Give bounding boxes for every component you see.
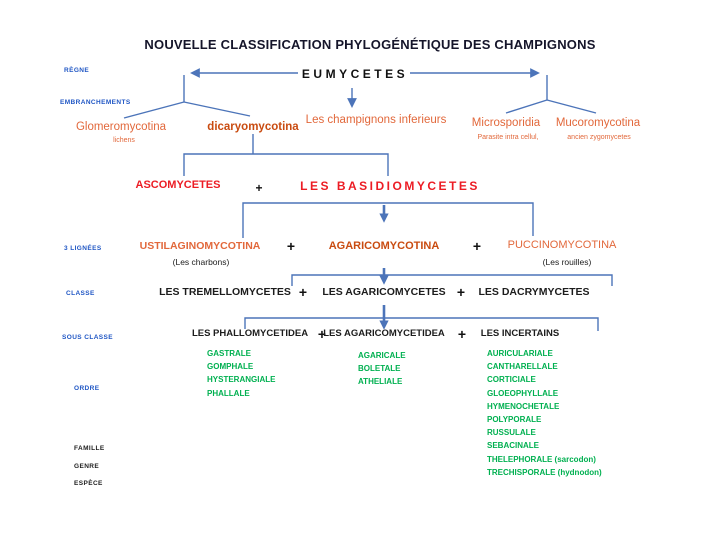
ordre-item: POLYPORALE — [487, 415, 542, 425]
diagram-title: NOUVELLE CLASSIFICATION PHYLOGÉNÉTIQUE DES CHAMPIGNONS — [144, 37, 596, 52]
plus-lignees-2: + — [472, 238, 482, 254]
ordre-item: RUSSULALE — [487, 428, 536, 438]
ordre-item: BOLETALE — [358, 364, 401, 374]
node-microsporidia: Microsporidia — [471, 117, 541, 129]
rank-label-ordre: ORDRE — [74, 385, 100, 392]
ordre-item: GLOEOPHYLLALE — [487, 388, 559, 398]
rank-label-famille: FAMILLE — [74, 445, 105, 452]
plus-divisions: + — [255, 181, 263, 195]
node-dicaryomycotina: dicaryomycotina — [207, 121, 299, 133]
rank-label-embranchements: EMBRANCHEMENTS — [60, 99, 131, 106]
rank-label-3-lignees: 3 LIGNÉES — [64, 245, 102, 252]
ordre-list-agaricomycetidea — [358, 349, 406, 389]
ordre-item: ATHELIALE — [358, 377, 403, 387]
node-mucoromycotina: Mucoromycotina — [555, 117, 641, 129]
rank-label-espece: ESPÈCE — [74, 480, 103, 487]
note-microsporidia: Parasite intra cellul, — [477, 134, 539, 141]
node-incertains: LES INCERTAINS — [480, 328, 560, 339]
ordre-list-incertains — [487, 347, 602, 479]
note-mucoromycotina: ancien zygomycetes — [567, 134, 631, 141]
ordre-item: CANTHARELLALE — [487, 362, 558, 372]
ordre-item: TRECHISPORALE (hydnodon) — [487, 467, 602, 477]
node-phallomycetidea: LES PHALLOMYCETIDEA — [191, 328, 309, 339]
plus-classes-1: + — [298, 284, 308, 300]
ordre-item: HYSTERANGIALE — [207, 375, 276, 385]
line-to-dicaryomycotina — [184, 102, 250, 116]
node-agaricomycotina: AGARICOMYCOTINA — [328, 240, 440, 252]
ordre-item: AGARICALE — [358, 351, 406, 360]
node-ustilaginomycotina: USTILAGINOMYCOTINA — [139, 240, 261, 252]
ordre-item: SEBACINALE — [487, 441, 540, 451]
note-lichens: lichens — [113, 137, 135, 144]
node-basidiomycetes: LES BASIDIOMYCETES — [300, 179, 480, 193]
rank-label-classe: CLASSE — [66, 290, 95, 297]
ordre-item: GASTRALE — [207, 349, 251, 358]
ordre-list-phallomycetidea — [207, 347, 275, 400]
note-les-rouilles: (Les rouilles) — [542, 257, 592, 267]
rank-label-genre: GENRE — [74, 463, 100, 470]
node-agaricomycetes: LES AGARICOMYCETES — [322, 286, 446, 298]
ordre-item: GOMPHALE — [207, 362, 254, 372]
ordre-item: THELEPHORALE (sarcodon) — [487, 454, 596, 464]
bracket-divisions — [184, 154, 388, 176]
ordre-item: PHALLALE — [207, 388, 250, 398]
node-dacrymycetes: LES DACRYMYCETES — [478, 286, 590, 298]
ordre-item: AURICULARIALE — [487, 349, 553, 358]
plus-sous-classes-1: + — [317, 326, 327, 342]
node-agaricomycetidea: LES AGARICOMYCETIDEA — [323, 328, 445, 339]
rank-label-regne: RÈGNE — [64, 67, 90, 74]
ordre-item: HYMENOCHETALE — [487, 401, 560, 411]
line-to-microsporidia — [506, 100, 547, 113]
node-glomeromycotina: Glomeromycotina — [75, 121, 167, 133]
plus-sous-classes-2: + — [457, 326, 467, 342]
ordre-item: CORTICIALE — [487, 375, 536, 385]
node-eumycetes: EUMYCETES — [301, 67, 409, 81]
bracket-classes — [292, 275, 612, 286]
bracket-lignees — [243, 203, 533, 238]
node-tremellomycetes: LES TREMELLOMYCETES — [159, 286, 291, 298]
line-to-mucoromycotina — [547, 100, 596, 113]
node-ascomycetes: ASCOMYCETES — [135, 179, 221, 191]
line-to-glomeromycotina — [124, 102, 184, 118]
node-puccinomycotina: PUCCINOMYCOTINA — [507, 239, 617, 251]
node-champignons-inferieurs: Les champignons inferieurs — [305, 114, 447, 126]
plus-classes-2: + — [456, 284, 466, 300]
note-les-charbons: (Les charbons) — [172, 257, 230, 267]
rank-label-sous-classe: SOUS CLASSE — [62, 334, 113, 341]
plus-lignees-1: + — [286, 238, 296, 254]
